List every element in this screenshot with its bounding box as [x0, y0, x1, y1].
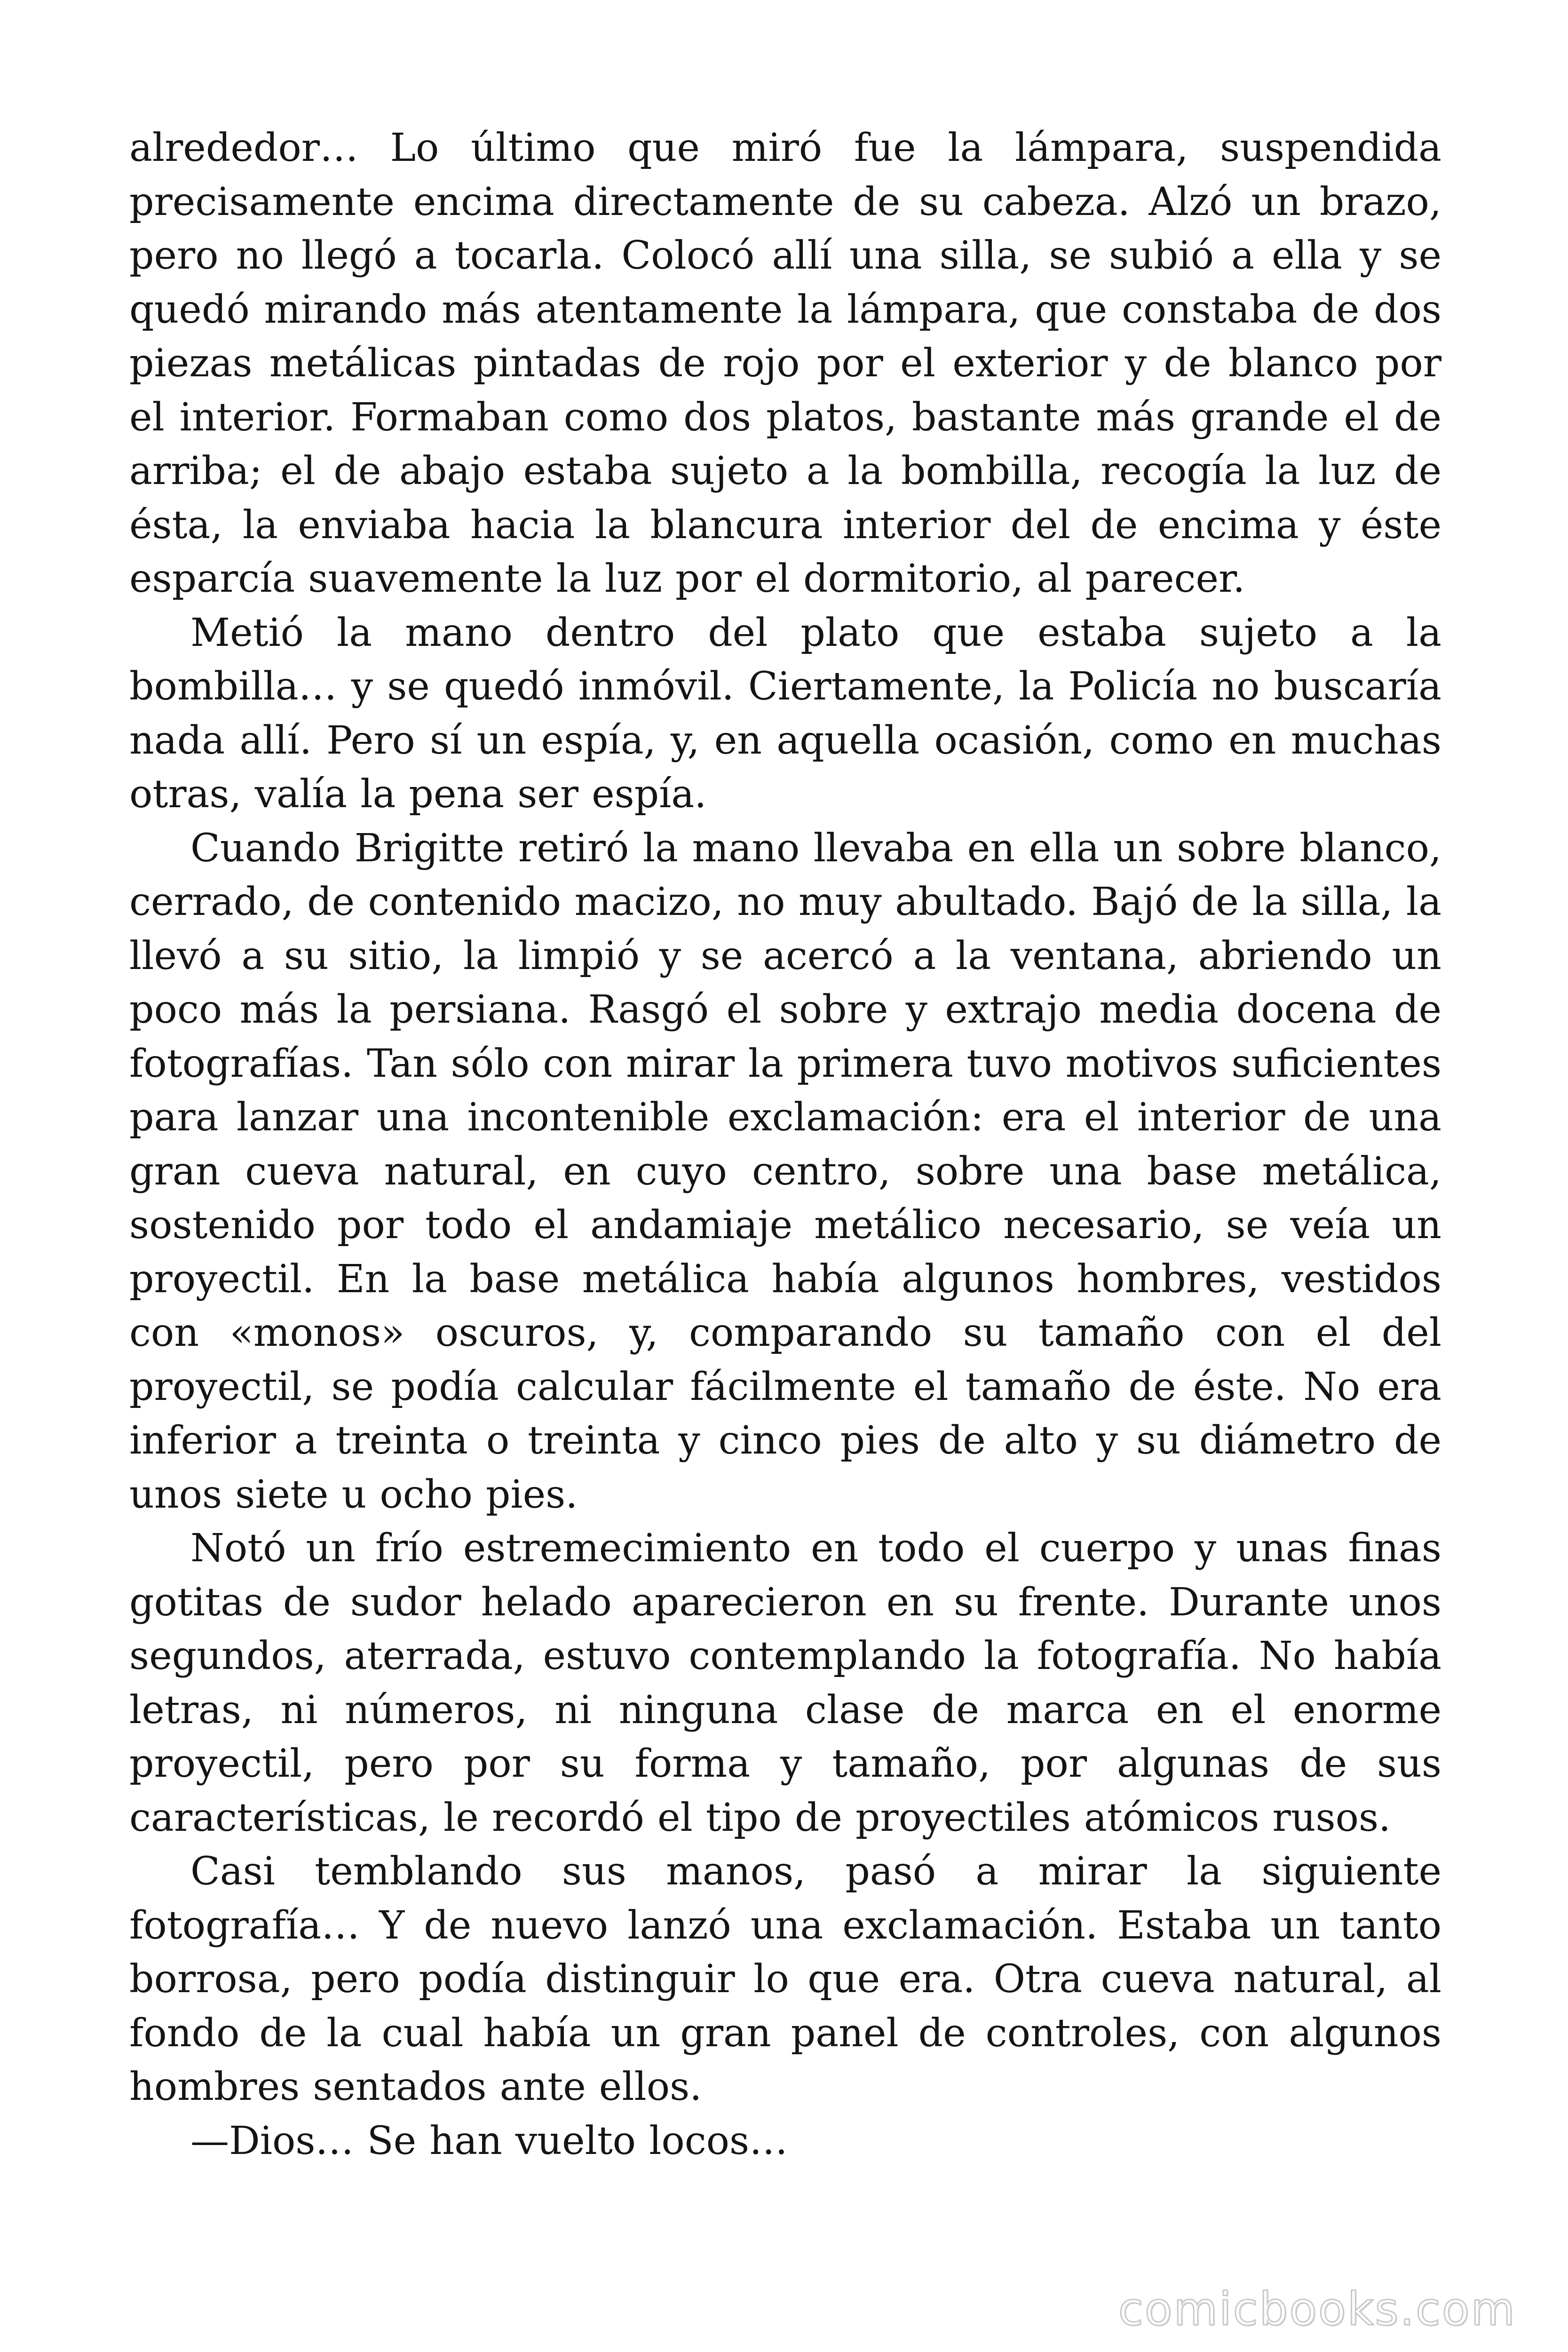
paragraph: Notó un frío estremecimiento en todo el cuerpo y unas finas gotitas de sudor helado aparecieron en su frente. Durante unos segundos, aterrada, estuvo contemplando la fotografía. No había letras, ni números, ni ninguna clase de marca en el enorme proyectil, pero por su forma y tamaño, por algunas de sus características, le recordó el tipo de proyectiles atómicos rusos.	[129, 1526, 1441, 1840]
paragraph: alrededor… Lo último que miró fue la lámpara, suspendida precisamente encima directamente de su cabeza. Alzó un brazo, pero no llegó a tocarla. Colocó allí una silla, se subió a ella y se quedó mirando más atentamente la lámpara, que constaba de dos piezas metálicas pintadas de rojo por el exterior y de blanco por el interior. Formaban como dos platos, bastante más grande el de arriba; el de abajo estaba sujeto a la bombilla, recogía la luz de ésta, la enviaba hacia la blancura interior del de encima y éste esparcía suavemente la luz por el dormitorio, al parecer.	[129, 126, 1441, 601]
dialogue-line: —Dios… Se han vuelto locos…	[190, 2118, 788, 2163]
paragraph: Casi temblando sus manos, pasó a mirar la siguiente fotografía… Y de nuevo lanzó una exclamación. Estaba un tanto borrosa, pero podía distinguir lo que era. Otra cueva natural, al fondo de la cual había un gran panel de controles, con algunos hombres sentados ante ellos.	[129, 1849, 1441, 2109]
paragraph: Metió la mano dentro del plato que estaba sujeto a la bombilla… y se quedó inmóvil. Ciertamente, la Policía no buscaría nada allí. Pero sí un espía, y, en aquella ocasión, como en muchas otras, valía la pena ser espía.	[129, 610, 1441, 817]
page-body	[129, 121, 1441, 2168]
watermark: comicbooks.com	[1118, 2283, 1516, 2336]
paragraph: Cuando Brigitte retiró la mano llevaba en ella un sobre blanco, cerrado, de contenido macizo, no muy abultado. Bajó de la silla, la llevó a su sitio, la limpió y se acercó a la ventana, abriendo un poco más la persiana. Rasgó el sobre y extrajo media docena de fotografías. Tan sólo con mirar la primera tuvo motivos suficientes para lanzar una incontenible exclamación: era el interior de una gran cueva natural, en cuyo centro, sobre una base metálica, sostenido por todo el andamiaje metálico necesario, se veía un proyectil. En la base metálica había algunos hombres, vestidos con «monos» oscuros, y, comparando su tamaño con el del proyectil, se podía calcular fácilmente el tamaño de éste. No era inferior a treinta o treinta y cinco pies de alto y su diámetro de unos siete u ocho pies.	[129, 826, 1441, 1517]
